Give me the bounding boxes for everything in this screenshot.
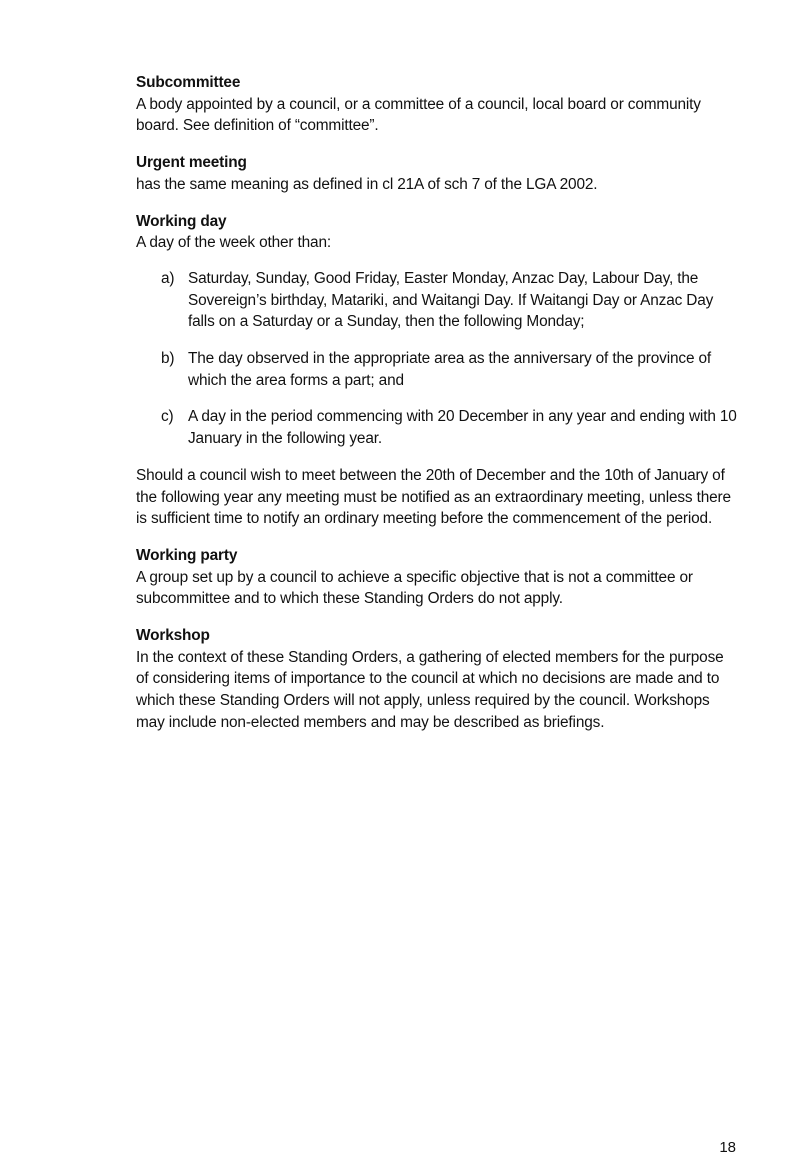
list-marker: c) — [161, 408, 174, 426]
list-marker: a) — [161, 269, 175, 287]
list-item — [136, 268, 740, 333]
list-item-text: A day in the period commencing with 20 December in any year and ending with 10 January in the following year. — [188, 408, 737, 448]
list-item-text: Saturday, Sunday, Good Friday, Easter Monday, Anzac Day, Labour Day, the Sovereign’s birthday, Matariki, and Waitangi Day. If Waitangi Day or Anzac Day falls on a Saturday or a Sunday, then the following Monday; — [188, 269, 714, 331]
definition-subcommittee — [136, 72, 740, 137]
definition-term: Workshop — [136, 627, 210, 645]
definition-text: has the same meaning as defined in cl 21A of sch 7 of the LGA 2002. — [136, 175, 598, 193]
definition-workshop — [136, 625, 740, 734]
definition-term: Working day — [136, 212, 227, 230]
definition-text: A group set up by a council to achieve a specific objective that is not a committee or subcommittee and to which these Standing Orders do not apply. — [136, 568, 693, 608]
list-item-text: The day observed in the appropriate area as the anniversary of the province of which the area forms a part; and — [188, 350, 712, 389]
working-day-note: Should a council wish to meet between the 20th of December and the 10th of January of the following year any meeting must be notified as an extraordinary meeting, unless there is sufficient time to notify an ordinary meeting before the commencement of the period. — [136, 466, 731, 528]
document-page — [136, 72, 740, 749]
definition-text: In the context of these Standing Orders, a gathering of elected members for the purpose of considering items of importance to the council at which no decisions are made and to which these Standing Orders will not apply, unless required by the council. Workshops may include non-elected members and may be described as briefings. — [136, 648, 724, 731]
definition-working-day — [136, 211, 740, 530]
working-day-list — [136, 268, 740, 450]
definition-urgent-meeting — [136, 152, 740, 195]
list-item — [136, 406, 740, 449]
definition-working-party — [136, 545, 740, 610]
definition-term: Working party — [136, 546, 238, 564]
definition-lead-text: A day of the week other than: — [136, 234, 332, 252]
definition-term: Urgent meeting — [136, 154, 247, 172]
definition-term: Subcommittee — [136, 74, 241, 91]
list-marker: b) — [161, 350, 175, 368]
page-number: 18 — [719, 1139, 736, 1156]
definition-text: A body appointed by a council, or a committee of a council, local board or community board. See definition of “committee”. — [136, 95, 701, 135]
list-item — [136, 348, 740, 391]
